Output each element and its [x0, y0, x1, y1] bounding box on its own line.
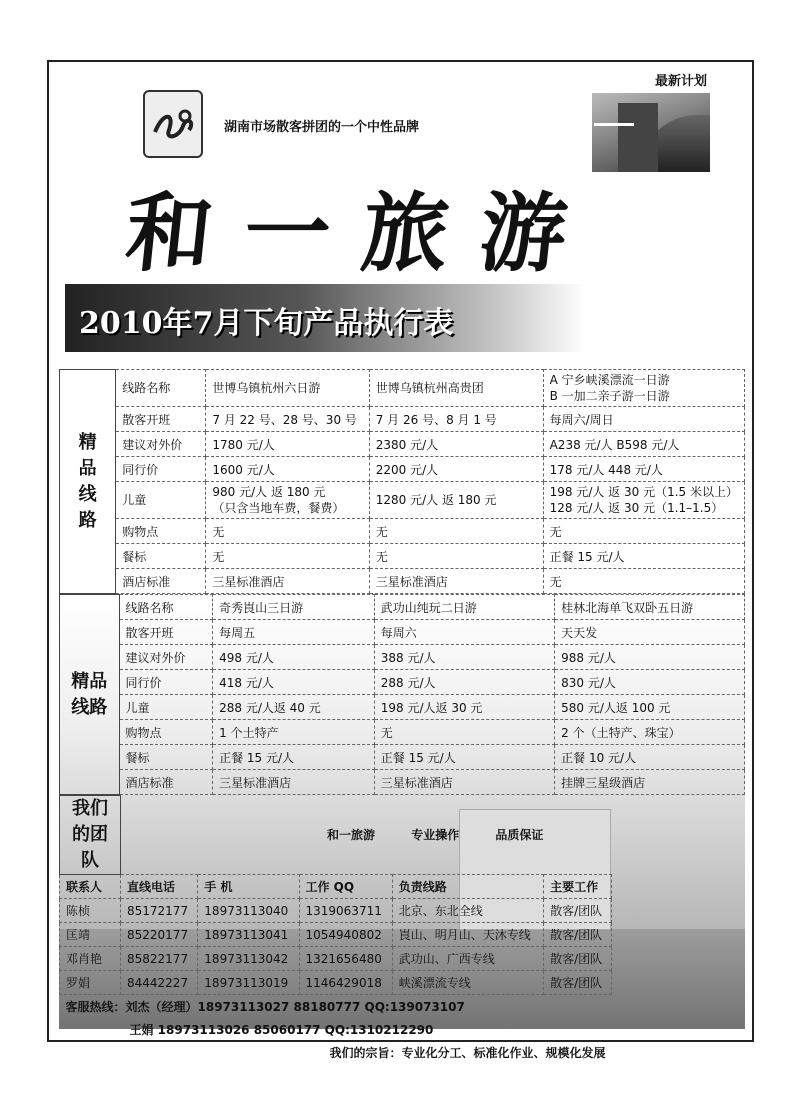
cell: 每周六	[374, 620, 554, 645]
cell: 830 元/人	[555, 670, 745, 695]
team-member-row	[60, 899, 612, 923]
mission-statement: 我们的宗旨：专业化分工、标准化作业、规模化发展	[329, 1046, 606, 1060]
cell: 每周五	[213, 620, 375, 645]
cell: 2200 元/人	[369, 457, 543, 482]
table-row	[60, 595, 745, 620]
table-row	[60, 370, 745, 407]
cell: 无	[374, 720, 554, 745]
table-row	[60, 695, 745, 720]
row-label: 散客开班	[116, 407, 206, 432]
row-label: 线路名称	[116, 370, 206, 407]
team-cell: 崀山、明月山、天沐专线	[392, 923, 543, 947]
brand-slogan: 湖南市场散客拼团的一个中性品牌	[224, 120, 420, 135]
cell: 无	[206, 519, 369, 544]
team-member-row	[60, 971, 612, 995]
cell: 世博乌镇杭州高贵团	[369, 370, 543, 407]
cell: 288 元/人返 40 元	[213, 695, 375, 720]
row-label: 餐标	[119, 745, 213, 770]
row-label: 儿童	[119, 695, 213, 720]
row-label: 酒店标准	[119, 770, 213, 795]
cell: 三星标准酒店	[369, 569, 543, 594]
team-member-row	[60, 947, 612, 971]
team-cell: 武功山、广西专线	[392, 947, 543, 971]
team-cell: 陈桢	[60, 899, 121, 923]
cell: 无	[369, 544, 543, 569]
team-column-header: 手 机	[198, 875, 299, 899]
cell: 7 月 22 号、28 号、30 号	[206, 407, 369, 432]
cell: 198 元/人返 30 元	[374, 695, 554, 720]
cell: 178 元/人 448 元/人	[543, 457, 744, 482]
table-row	[60, 569, 745, 594]
brand-title: 和一旅游	[120, 183, 604, 284]
product-table-2	[59, 594, 745, 795]
team-column-header: 负责线路	[392, 875, 543, 899]
cell: 498 元/人	[213, 645, 375, 670]
cell: 7 月 26 号、8 月 1 号	[369, 407, 543, 432]
schedule-title: 2010年7月下旬产品执行表	[79, 306, 454, 341]
team-cell: 85822177	[121, 947, 198, 971]
row-label: 建议对外价	[119, 645, 213, 670]
table-row	[60, 544, 745, 569]
table-row	[60, 482, 745, 519]
cell: 580 元/人返 100 元	[555, 695, 745, 720]
service-hotline: 客服热线：刘杰（经理）18973113027 88180777 QQ:139073107	[65, 1000, 465, 1014]
table-row	[60, 770, 745, 795]
team-cell: 峡溪漂流专线	[392, 971, 543, 995]
row-label: 购物点	[119, 720, 213, 745]
cell: 挂牌三星级酒店	[555, 770, 745, 795]
cell: 正餐 15 元/人	[374, 745, 554, 770]
scenic-photo	[592, 93, 710, 172]
row-label: 酒店标准	[116, 569, 206, 594]
team-column-header: 直线电话	[121, 875, 198, 899]
cell: 1280 元/人 返 180 元	[369, 482, 543, 519]
service-hotline: 王娟 18973113026 85060177 QQ:1310212290	[129, 1023, 434, 1037]
motto-line: 和一旅游 专业操作 品质保证	[327, 828, 544, 843]
cell: 2380 元/人	[369, 432, 543, 457]
cell: 388 元/人	[374, 645, 554, 670]
team-table	[59, 795, 612, 1064]
row-label: 建议对外价	[116, 432, 206, 457]
table-row	[60, 457, 745, 482]
team-cell: 1146429018	[299, 971, 392, 995]
row-label: 线路名称	[119, 595, 213, 620]
team-cell: 85172177	[121, 899, 198, 923]
cell: 三星标准酒店	[206, 569, 369, 594]
cell: 正餐 15 元/人	[213, 745, 375, 770]
section-label: 精品线路	[60, 595, 120, 795]
cell: 世博乌镇杭州六日游	[206, 370, 369, 407]
table-row	[60, 720, 745, 745]
table-row	[60, 745, 745, 770]
row-label: 购物点	[116, 519, 206, 544]
team-cell: 1319063711	[299, 899, 392, 923]
cell: 三星标准酒店	[213, 770, 375, 795]
table-row	[60, 407, 745, 432]
latest-plan-label: 最新计划	[655, 74, 708, 89]
team-cell: 罗娟	[60, 971, 121, 995]
cell: 桂林北海单飞双卧五日游	[555, 595, 745, 620]
team-cell: 18973113042	[198, 947, 299, 971]
row-label: 散客开班	[119, 620, 213, 645]
team-cell: 18973113040	[198, 899, 299, 923]
row-label: 同行价	[119, 670, 213, 695]
cell: 每周六/周日	[543, 407, 744, 432]
product-tables	[59, 369, 745, 1060]
table-row	[60, 670, 745, 695]
section-label: 精品线路	[60, 370, 116, 594]
product-table-1	[59, 369, 745, 594]
team-member-row	[60, 923, 612, 947]
cell: 198 元/人 返 30 元（1.5 米以上） 128 元/人 返 30 元（1.1–1.5）	[543, 482, 744, 519]
team-cell: 1321656480	[299, 947, 392, 971]
team-header-row	[60, 875, 612, 899]
row-label: 餐标	[116, 544, 206, 569]
team-cell: 18973113019	[198, 971, 299, 995]
team-cell: 84442227	[121, 971, 198, 995]
brand-logo	[143, 90, 203, 158]
team-column-header: 主要工作	[544, 875, 612, 899]
cell: 1780 元/人	[206, 432, 369, 457]
team-column-header: 联系人	[60, 875, 121, 899]
team-cell: 18973113041	[198, 923, 299, 947]
team-cell: 85220177	[121, 923, 198, 947]
cell: 天天发	[555, 620, 745, 645]
cell: A238 元/人 B598 元/人	[543, 432, 744, 457]
cell: 418 元/人	[213, 670, 375, 695]
cell: 无	[206, 544, 369, 569]
cell: 2 个（土特产、珠宝）	[555, 720, 745, 745]
cell: 988 元/人	[555, 645, 745, 670]
cell: 无	[543, 519, 744, 544]
table-row	[60, 519, 745, 544]
team-cell: 散客/团队	[544, 899, 612, 923]
table-row	[60, 645, 745, 670]
cell: 288 元/人	[374, 670, 554, 695]
cell: 无	[543, 569, 744, 594]
team-cell: 散客/团队	[544, 923, 612, 947]
logo-icon	[145, 92, 201, 156]
team-section-label: 我们的团队	[60, 796, 121, 875]
cell: A 宁乡峡溪漂流一日游 B 一加二亲子游一日游	[543, 370, 744, 407]
cell: 1 个土特产	[213, 720, 375, 745]
table-row	[60, 432, 745, 457]
team-column-header: 工作 QQ	[299, 875, 392, 899]
cell: 无	[369, 519, 543, 544]
cell: 1600 元/人	[206, 457, 369, 482]
flyer-frame	[47, 60, 754, 1060]
cell: 奇秀崀山三日游	[213, 595, 375, 620]
table-row	[60, 620, 745, 645]
cell: 正餐 15 元/人	[543, 544, 744, 569]
cell: 三星标准酒店	[374, 770, 554, 795]
team-cell: 匡靖	[60, 923, 121, 947]
cell: 980 元/人 返 180 元 （只含当地车费，餐费）	[206, 482, 369, 519]
row-label: 儿童	[116, 482, 206, 519]
cell: 武功山纯玩二日游	[374, 595, 554, 620]
row-label: 同行价	[116, 457, 206, 482]
team-cell: 散客/团队	[544, 947, 612, 971]
team-cell: 邓肖艳	[60, 947, 121, 971]
team-cell: 1054940802	[299, 923, 392, 947]
team-cell: 北京、东北全线	[392, 899, 543, 923]
cell: 正餐 10 元/人	[555, 745, 745, 770]
team-cell: 散客/团队	[544, 971, 612, 995]
